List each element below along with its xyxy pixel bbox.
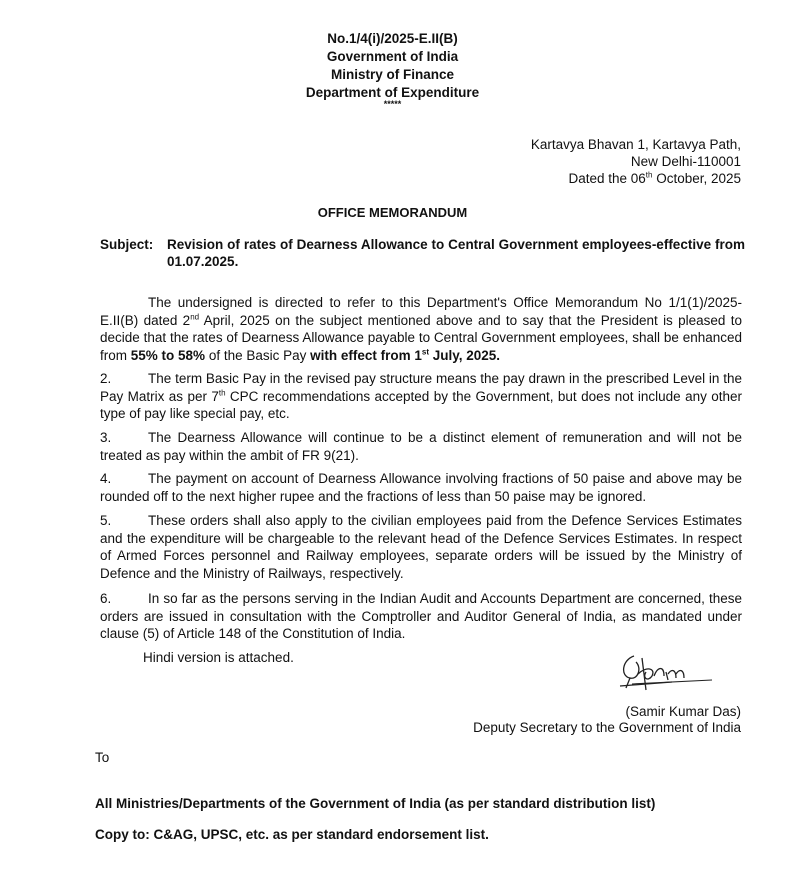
paragraph-5 xyxy=(100,512,742,582)
department-name: Department of Expenditure xyxy=(305,85,480,100)
date-sup: th xyxy=(645,170,653,180)
header-stars: ***** xyxy=(383,99,402,109)
para6-number: 6. xyxy=(100,591,112,606)
copy-to: Copy to: C&AG, UPSC, etc. as per standard endorsement list. xyxy=(95,827,489,842)
para3-text: The Dearness Allowance will continue to be a distinct element of remuneration and will not be treated as pay within the ambit of FR 9(21). xyxy=(100,430,742,463)
paragraph-6 xyxy=(100,590,742,643)
ref-number: No.1/4(i)/2025-E.II(B) xyxy=(327,31,458,46)
para3-number: 3. xyxy=(100,430,112,445)
paragraph-4 xyxy=(100,470,742,505)
address-line2: New Delhi-110001 xyxy=(630,154,741,169)
effective-date-a: with effect from 1 xyxy=(310,347,422,363)
para5-text: These orders shall also apply to the civilian employees paid from the Defence Services Estimates and the expenditure will be chargeable to the relevant head of the Defence Services Estimates. In respect of Armed Forces personnel and Railway employees, separate orders will be issued by the Ministry of Defence and the Ministry of Railways, respectively. xyxy=(100,513,742,581)
para2-text-b: CPC recommendations accepted by the Government, but does not include any other type of pay like special pay, etc. xyxy=(100,388,742,421)
subject-block xyxy=(100,236,745,270)
para1-text-b: April, 2025 on the subject mentioned above and to say that the President is pleased to decide that the rates of Dearness Allowance payable to Central Government employees, shall be enhanced from xyxy=(100,312,742,363)
da-rate-change: 55% to 58% xyxy=(130,347,206,363)
para6-text: In so far as the persons serving in the Indian Audit and Accounts Department are concerned, these orders are issued in consultation with the Comptroller and Auditor General of India, as mandated under clause (5) of Article 148 of the Constitution of India. xyxy=(100,591,742,641)
date-prefix: Dated the 06 xyxy=(568,171,646,186)
to-label: To xyxy=(95,750,110,765)
hindi-note: Hindi version is attached. xyxy=(143,650,294,665)
para2-number: 2. xyxy=(100,371,112,386)
para4-text: The payment on account of Dearness Allowance involving fractions of 50 paise and above may be rounded off to the next higher rupee and the fractions of less than 50 paise may be ignored. xyxy=(100,471,742,504)
government-name: Government of India xyxy=(326,49,459,64)
para2-sup: th xyxy=(218,388,226,397)
subject-label: Subject: xyxy=(100,237,154,252)
paragraph-2 xyxy=(100,370,742,423)
paragraph-1 xyxy=(100,294,742,364)
signatory-name: (Samir Kumar Das) xyxy=(625,704,741,719)
para1-text-c: of the Basic Pay xyxy=(205,347,311,363)
signature-icon xyxy=(612,648,732,698)
recipients-list: All Ministries/Departments of the Government of India (as per standard distribution list) xyxy=(95,796,656,811)
memo-title: OFFICE MEMORANDUM xyxy=(317,205,468,220)
para1-text-a: The undersigned is directed to refer to this Department's Office Memorandum No 1/1(1)/2025-E.II(B) dated 2 xyxy=(100,295,742,328)
paragraph-3 xyxy=(100,429,742,464)
signatory-designation: Deputy Secretary to the Government of India xyxy=(473,720,741,735)
effective-date-b: July, 2025. xyxy=(429,347,501,363)
para4-number: 4. xyxy=(100,471,112,486)
ministry-name: Ministry of Finance xyxy=(330,67,455,82)
para2-text-a: The term Basic Pay in the revised pay structure means the pay drawn in the prescribed Level in the Pay Matrix as per 7 xyxy=(100,371,742,404)
memo-date xyxy=(568,170,741,188)
date-suffix: October, 2025 xyxy=(652,171,741,186)
subject-text: Revision of rates of Dearness Allowance to Central Government employees-effective from 01.07.2025. xyxy=(167,237,745,269)
para5-number: 5. xyxy=(100,513,112,528)
para1-sup-a: nd xyxy=(190,312,200,321)
effective-date-sup: st xyxy=(421,347,430,356)
address-line1: Kartavya Bhavan 1, Kartavya Path, xyxy=(530,137,741,152)
